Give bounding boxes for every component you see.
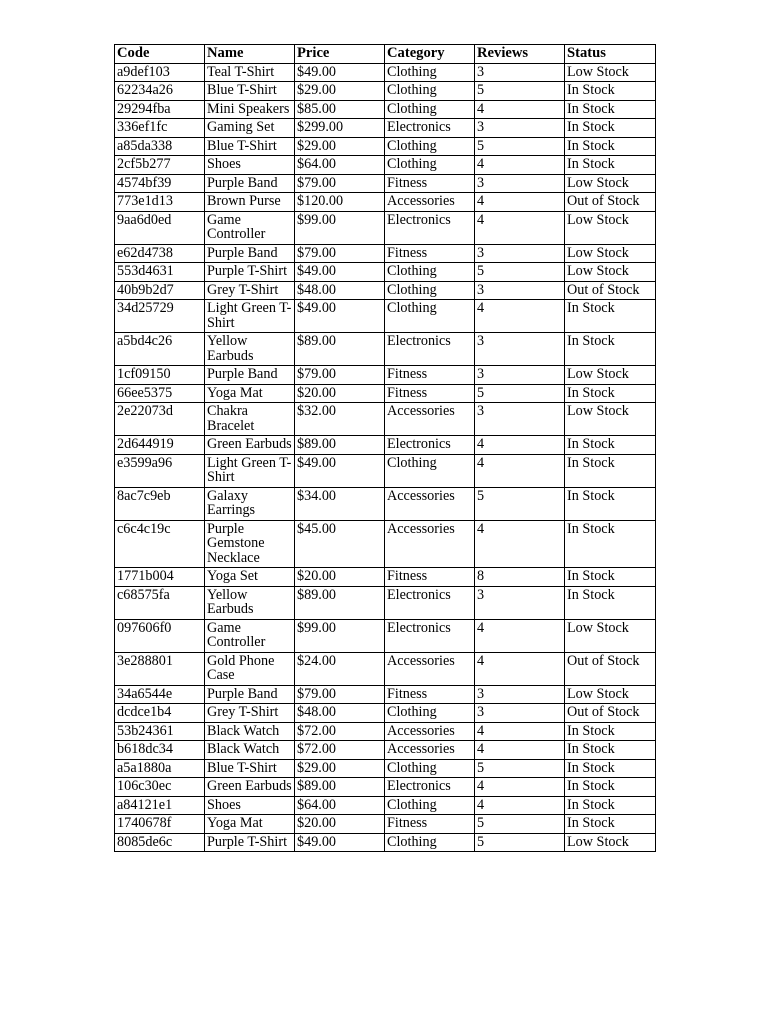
cell-reviews: 4: [475, 619, 565, 652]
cell-code: c6c4c19c: [115, 520, 205, 568]
cell-category: Electronics: [385, 778, 475, 797]
cell-status: Low Stock: [565, 366, 656, 385]
cell-reviews: 4: [475, 778, 565, 797]
cell-category: Electronics: [385, 119, 475, 138]
table-row: [115, 211, 656, 244]
cell-reviews: 5: [475, 833, 565, 852]
cell-status: Low Stock: [565, 403, 656, 436]
cell-code: 336ef1fc: [115, 119, 205, 138]
cell-status: In Stock: [565, 487, 656, 520]
cell-code: a85da338: [115, 137, 205, 156]
cell-name: Grey T-Shirt: [205, 704, 295, 723]
cell-status: In Stock: [565, 586, 656, 619]
cell-price: $89.00: [295, 333, 385, 366]
cell-price: $79.00: [295, 685, 385, 704]
cell-reviews: 3: [475, 403, 565, 436]
cell-price: $64.00: [295, 796, 385, 815]
cell-category: Clothing: [385, 833, 475, 852]
cell-status: Low Stock: [565, 263, 656, 282]
table-row: [115, 300, 656, 333]
cell-name: Yellow Earbuds: [205, 586, 295, 619]
cell-reviews: 3: [475, 281, 565, 300]
cell-status: Low Stock: [565, 685, 656, 704]
cell-name: Purple Band: [205, 366, 295, 385]
cell-price: $72.00: [295, 722, 385, 741]
cell-category: Fitness: [385, 685, 475, 704]
cell-name: Yoga Set: [205, 568, 295, 587]
table-row: [115, 568, 656, 587]
cell-name: Mini Speakers: [205, 100, 295, 119]
cell-code: a5a1880a: [115, 759, 205, 778]
cell-price: $20.00: [295, 568, 385, 587]
table-row: [115, 366, 656, 385]
cell-category: Accessories: [385, 487, 475, 520]
cell-code: 1740678f: [115, 815, 205, 834]
cell-price: $49.00: [295, 833, 385, 852]
cell-price: $49.00: [295, 300, 385, 333]
cell-price: $29.00: [295, 137, 385, 156]
cell-name: Purple Band: [205, 244, 295, 263]
cell-reviews: 3: [475, 704, 565, 723]
cell-category: Fitness: [385, 384, 475, 403]
cell-category: Clothing: [385, 796, 475, 815]
cell-category: Electronics: [385, 333, 475, 366]
table-row: [115, 487, 656, 520]
cell-name: Yoga Mat: [205, 815, 295, 834]
table-row: [115, 137, 656, 156]
cell-category: Fitness: [385, 568, 475, 587]
table-row: [115, 436, 656, 455]
column-header-reviews: Reviews: [475, 45, 565, 64]
table-row: [115, 586, 656, 619]
cell-price: $89.00: [295, 778, 385, 797]
cell-code: 1771b004: [115, 568, 205, 587]
cell-status: Low Stock: [565, 244, 656, 263]
table-row: [115, 454, 656, 487]
cell-price: $49.00: [295, 454, 385, 487]
cell-name: Shoes: [205, 156, 295, 175]
table-row: [115, 778, 656, 797]
cell-category: Accessories: [385, 403, 475, 436]
cell-category: Clothing: [385, 137, 475, 156]
cell-reviews: 4: [475, 156, 565, 175]
cell-name: Teal T-Shirt: [205, 63, 295, 82]
cell-price: $48.00: [295, 704, 385, 723]
cell-status: Low Stock: [565, 63, 656, 82]
cell-category: Clothing: [385, 156, 475, 175]
cell-status: Out of Stock: [565, 652, 656, 685]
table-row: [115, 193, 656, 212]
cell-reviews: 5: [475, 487, 565, 520]
cell-category: Electronics: [385, 436, 475, 455]
cell-code: a84121e1: [115, 796, 205, 815]
cell-category: Fitness: [385, 244, 475, 263]
cell-code: 40b9b2d7: [115, 281, 205, 300]
cell-code: 8ac7c9eb: [115, 487, 205, 520]
cell-name: Yellow Earbuds: [205, 333, 295, 366]
cell-reviews: 4: [475, 100, 565, 119]
cell-category: Accessories: [385, 193, 475, 212]
cell-name: Light Green T-Shirt: [205, 300, 295, 333]
table-row: [115, 833, 656, 852]
table-row: [115, 263, 656, 282]
cell-reviews: 4: [475, 193, 565, 212]
cell-name: Grey T-Shirt: [205, 281, 295, 300]
cell-price: $79.00: [295, 174, 385, 193]
cell-status: In Stock: [565, 333, 656, 366]
table-row: [115, 281, 656, 300]
cell-category: Clothing: [385, 63, 475, 82]
table-row: [115, 796, 656, 815]
cell-code: e62d4738: [115, 244, 205, 263]
cell-reviews: 4: [475, 520, 565, 568]
cell-code: 34a6544e: [115, 685, 205, 704]
table-row: [115, 244, 656, 263]
cell-reviews: 5: [475, 82, 565, 101]
cell-price: $29.00: [295, 82, 385, 101]
cell-reviews: 4: [475, 722, 565, 741]
cell-name: Green Earbuds: [205, 778, 295, 797]
table-row: [115, 685, 656, 704]
cell-code: 106c30ec: [115, 778, 205, 797]
cell-status: Low Stock: [565, 619, 656, 652]
cell-code: a9def103: [115, 63, 205, 82]
cell-category: Accessories: [385, 741, 475, 760]
cell-price: $34.00: [295, 487, 385, 520]
cell-reviews: 3: [475, 586, 565, 619]
cell-name: Purple T-Shirt: [205, 833, 295, 852]
cell-name: Game Controller: [205, 211, 295, 244]
cell-code: 66ee5375: [115, 384, 205, 403]
table-row: [115, 156, 656, 175]
cell-code: 1cf09150: [115, 366, 205, 385]
table-row: [115, 759, 656, 778]
cell-price: $85.00: [295, 100, 385, 119]
cell-code: 4574bf39: [115, 174, 205, 193]
cell-category: Clothing: [385, 759, 475, 778]
cell-reviews: 4: [475, 211, 565, 244]
cell-reviews: 4: [475, 741, 565, 760]
cell-reviews: 3: [475, 685, 565, 704]
cell-reviews: 4: [475, 436, 565, 455]
cell-status: In Stock: [565, 796, 656, 815]
cell-reviews: 4: [475, 652, 565, 685]
cell-code: 2cf5b277: [115, 156, 205, 175]
cell-name: Brown Purse: [205, 193, 295, 212]
cell-price: $99.00: [295, 211, 385, 244]
cell-name: Game Controller: [205, 619, 295, 652]
cell-reviews: 4: [475, 454, 565, 487]
cell-code: 29294fba: [115, 100, 205, 119]
cell-code: c68575fa: [115, 586, 205, 619]
cell-reviews: 3: [475, 366, 565, 385]
cell-reviews: 8: [475, 568, 565, 587]
cell-reviews: 3: [475, 119, 565, 138]
cell-status: Out of Stock: [565, 704, 656, 723]
product-table-page: [114, 44, 656, 852]
table-row: [115, 119, 656, 138]
cell-price: $89.00: [295, 586, 385, 619]
cell-name: Black Watch: [205, 741, 295, 760]
table-row: [115, 333, 656, 366]
cell-status: In Stock: [565, 778, 656, 797]
cell-category: Fitness: [385, 174, 475, 193]
cell-price: $20.00: [295, 384, 385, 403]
cell-price: $72.00: [295, 741, 385, 760]
cell-price: $48.00: [295, 281, 385, 300]
cell-code: 2e22073d: [115, 403, 205, 436]
table-row: [115, 815, 656, 834]
cell-code: 9aa6d0ed: [115, 211, 205, 244]
cell-name: Shoes: [205, 796, 295, 815]
product-table: [114, 44, 656, 852]
cell-status: In Stock: [565, 436, 656, 455]
cell-name: Yoga Mat: [205, 384, 295, 403]
cell-reviews: 3: [475, 333, 565, 366]
cell-status: In Stock: [565, 815, 656, 834]
cell-status: In Stock: [565, 454, 656, 487]
table-row: [115, 741, 656, 760]
cell-name: Gold Phone Case: [205, 652, 295, 685]
cell-status: In Stock: [565, 741, 656, 760]
column-header-price: Price: [295, 45, 385, 64]
cell-price: $89.00: [295, 436, 385, 455]
cell-price: $20.00: [295, 815, 385, 834]
cell-code: b618dc34: [115, 741, 205, 760]
cell-price: $45.00: [295, 520, 385, 568]
cell-status: In Stock: [565, 82, 656, 101]
cell-name: Purple T-Shirt: [205, 263, 295, 282]
cell-code: 097606f0: [115, 619, 205, 652]
cell-name: Blue T-Shirt: [205, 759, 295, 778]
table-row: [115, 100, 656, 119]
cell-reviews: 5: [475, 759, 565, 778]
cell-price: $299.00: [295, 119, 385, 138]
cell-code: 3e288801: [115, 652, 205, 685]
column-header-code: Code: [115, 45, 205, 64]
table-row: [115, 63, 656, 82]
cell-code: dcdce1b4: [115, 704, 205, 723]
table-body: [115, 63, 656, 852]
cell-price: $29.00: [295, 759, 385, 778]
cell-category: Fitness: [385, 815, 475, 834]
cell-category: Clothing: [385, 454, 475, 487]
cell-reviews: 5: [475, 815, 565, 834]
cell-name: Gaming Set: [205, 119, 295, 138]
cell-status: In Stock: [565, 568, 656, 587]
cell-name: Green Earbuds: [205, 436, 295, 455]
cell-category: Accessories: [385, 722, 475, 741]
table-header-row: [115, 45, 656, 64]
cell-status: Low Stock: [565, 174, 656, 193]
cell-category: Clothing: [385, 263, 475, 282]
cell-category: Electronics: [385, 619, 475, 652]
cell-code: 2d644919: [115, 436, 205, 455]
column-header-category: Category: [385, 45, 475, 64]
cell-category: Electronics: [385, 586, 475, 619]
cell-category: Accessories: [385, 652, 475, 685]
cell-name: Purple Band: [205, 685, 295, 704]
cell-code: a5bd4c26: [115, 333, 205, 366]
cell-reviews: 3: [475, 244, 565, 263]
column-header-status: Status: [565, 45, 656, 64]
cell-reviews: 5: [475, 384, 565, 403]
table-row: [115, 384, 656, 403]
cell-status: In Stock: [565, 722, 656, 741]
cell-status: In Stock: [565, 119, 656, 138]
cell-category: Clothing: [385, 281, 475, 300]
cell-price: $49.00: [295, 263, 385, 282]
cell-status: In Stock: [565, 759, 656, 778]
cell-category: Fitness: [385, 366, 475, 385]
cell-status: In Stock: [565, 137, 656, 156]
cell-name: Light Green T-Shirt: [205, 454, 295, 487]
cell-code: 62234a26: [115, 82, 205, 101]
cell-name: Blue T-Shirt: [205, 82, 295, 101]
cell-status: In Stock: [565, 520, 656, 568]
cell-status: In Stock: [565, 300, 656, 333]
cell-code: 53b24361: [115, 722, 205, 741]
cell-category: Clothing: [385, 100, 475, 119]
cell-name: Galaxy Earrings: [205, 487, 295, 520]
cell-price: $79.00: [295, 244, 385, 263]
cell-status: In Stock: [565, 100, 656, 119]
table-row: [115, 722, 656, 741]
cell-category: Electronics: [385, 211, 475, 244]
table-row: [115, 520, 656, 568]
cell-price: $79.00: [295, 366, 385, 385]
table-row: [115, 403, 656, 436]
cell-category: Clothing: [385, 704, 475, 723]
cell-code: 8085de6c: [115, 833, 205, 852]
cell-name: Blue T-Shirt: [205, 137, 295, 156]
cell-category: Clothing: [385, 82, 475, 101]
cell-status: Out of Stock: [565, 281, 656, 300]
table-row: [115, 619, 656, 652]
cell-reviews: 3: [475, 63, 565, 82]
column-header-name: Name: [205, 45, 295, 64]
cell-name: Purple Gemstone Necklace: [205, 520, 295, 568]
cell-code: 553d4631: [115, 263, 205, 282]
table-row: [115, 174, 656, 193]
cell-reviews: 4: [475, 796, 565, 815]
cell-name: Chakra Bracelet: [205, 403, 295, 436]
cell-reviews: 5: [475, 263, 565, 282]
table-row: [115, 704, 656, 723]
cell-code: 773e1d13: [115, 193, 205, 212]
cell-status: Out of Stock: [565, 193, 656, 212]
cell-price: $64.00: [295, 156, 385, 175]
cell-price: $120.00: [295, 193, 385, 212]
cell-reviews: 4: [475, 300, 565, 333]
cell-price: $99.00: [295, 619, 385, 652]
cell-name: Purple Band: [205, 174, 295, 193]
cell-reviews: 3: [475, 174, 565, 193]
table-row: [115, 652, 656, 685]
table-row: [115, 82, 656, 101]
cell-price: $49.00: [295, 63, 385, 82]
cell-code: 34d25729: [115, 300, 205, 333]
cell-status: Low Stock: [565, 211, 656, 244]
cell-category: Accessories: [385, 520, 475, 568]
cell-status: Low Stock: [565, 833, 656, 852]
cell-code: e3599a96: [115, 454, 205, 487]
cell-price: $32.00: [295, 403, 385, 436]
cell-reviews: 5: [475, 137, 565, 156]
cell-status: In Stock: [565, 384, 656, 403]
cell-name: Black Watch: [205, 722, 295, 741]
cell-status: In Stock: [565, 156, 656, 175]
cell-price: $24.00: [295, 652, 385, 685]
cell-category: Clothing: [385, 300, 475, 333]
